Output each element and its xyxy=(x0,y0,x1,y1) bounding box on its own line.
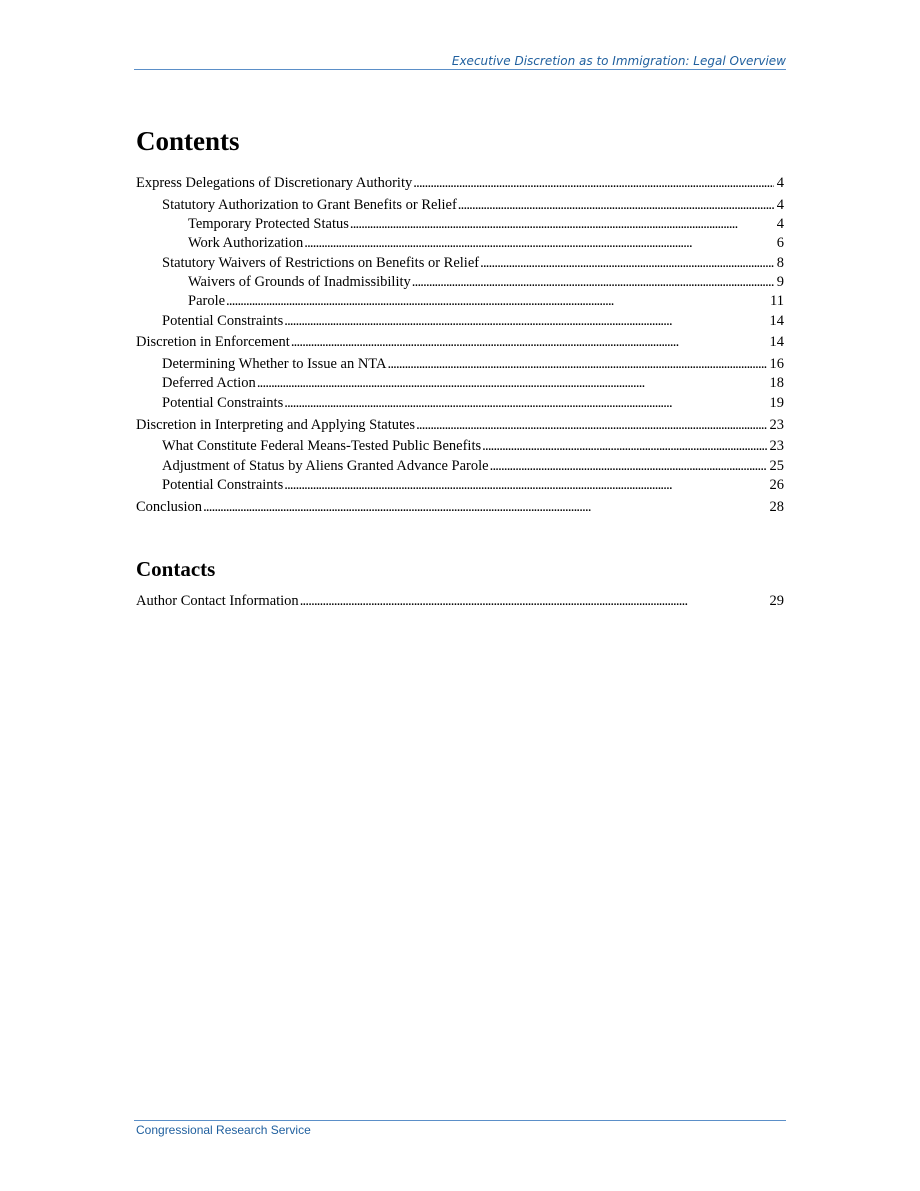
contacts-heading: Contacts xyxy=(136,557,216,581)
dot-leader xyxy=(412,273,774,292)
table-of-contents xyxy=(136,174,784,517)
toc-entry[interactable] xyxy=(136,333,784,352)
toc-entry-page: 6 xyxy=(776,235,784,252)
toc-entry-page: 23 xyxy=(769,416,784,433)
toc-entry[interactable] xyxy=(136,196,784,215)
toc-entry-page: 11 xyxy=(770,293,784,310)
toc-entry-title: Statutory Authorization to Grant Benefits or Relief xyxy=(162,196,457,213)
dot-leader xyxy=(300,592,767,611)
dot-leader xyxy=(480,254,774,273)
dot-leader xyxy=(291,333,767,352)
toc-entry-page: 14 xyxy=(769,312,784,329)
dot-leader xyxy=(203,498,766,517)
toc-entry-page: 9 xyxy=(776,273,784,290)
toc-entry-title: Discretion in Interpreting and Applying Statutes xyxy=(136,416,416,433)
running-header: Executive Discretion as to Immigration: Legal Overview xyxy=(451,54,786,68)
toc-entry-page: 23 xyxy=(769,438,784,455)
toc-entry-title: Adjustment of Status by Aliens Granted Advance Parole xyxy=(162,457,489,474)
dot-leader xyxy=(284,476,766,495)
contacts-list xyxy=(136,592,784,611)
contents-heading: Contents xyxy=(136,126,240,156)
toc-entry[interactable] xyxy=(136,174,784,193)
toc-entry-page: 26 xyxy=(769,476,784,493)
toc-entry-title: Waivers of Grounds of Inadmissibility xyxy=(188,273,411,290)
dot-leader xyxy=(490,457,767,476)
footer-publisher: Congressional Research Service xyxy=(136,1123,311,1137)
toc-entry-page: 8 xyxy=(776,254,784,271)
toc-entry-title: Parole xyxy=(188,293,226,310)
toc-entry-page: 14 xyxy=(769,334,784,351)
toc-entry-page: 25 xyxy=(769,457,784,474)
toc-entry-title: Potential Constraints xyxy=(162,394,284,411)
dot-leader xyxy=(387,355,766,374)
dot-leader xyxy=(284,312,766,331)
toc-entry[interactable] xyxy=(136,234,784,253)
toc-entry[interactable] xyxy=(136,416,784,435)
dot-leader xyxy=(350,215,774,234)
toc-entry-page: 4 xyxy=(776,216,784,233)
toc-entry-title: Author Contact Information xyxy=(136,593,299,609)
toc-entry-title: Temporary Protected Status xyxy=(188,216,349,233)
toc-entry-page: 16 xyxy=(769,356,784,373)
toc-entry-title: Potential Constraints xyxy=(162,476,284,493)
dot-leader xyxy=(413,174,774,193)
footer-rule xyxy=(134,1120,786,1121)
toc-entry-title: Discretion in Enforcement xyxy=(136,334,290,351)
toc-entry-title: Work Authorization xyxy=(188,235,304,252)
toc-entry[interactable] xyxy=(136,592,784,611)
toc-entry[interactable] xyxy=(136,254,784,273)
toc-entry-page: 4 xyxy=(776,175,784,191)
header-rule xyxy=(134,69,786,70)
toc-entry-page: 4 xyxy=(776,196,784,213)
toc-entry-title: Express Delegations of Discretionary Authority xyxy=(136,175,413,191)
dot-leader xyxy=(304,234,774,253)
toc-entry-page: 28 xyxy=(769,498,784,515)
toc-entry-title: Deferred Action xyxy=(162,375,256,392)
dot-leader xyxy=(482,437,766,456)
toc-entry[interactable] xyxy=(136,273,784,292)
toc-entry[interactable] xyxy=(136,374,784,393)
toc-entry[interactable] xyxy=(136,498,784,517)
dot-leader xyxy=(284,394,766,413)
toc-entry[interactable] xyxy=(136,355,784,374)
toc-entry-title: Statutory Waivers of Restrictions on Benefits or Relief xyxy=(162,254,480,271)
toc-entry-page: 19 xyxy=(769,394,784,411)
toc-entry[interactable] xyxy=(136,476,784,495)
dot-leader xyxy=(416,416,766,435)
toc-entry[interactable] xyxy=(136,292,784,311)
toc-entry-title: Potential Constraints xyxy=(162,312,284,329)
toc-entry[interactable] xyxy=(136,457,784,476)
toc-entry[interactable] xyxy=(136,437,784,456)
dot-leader xyxy=(458,196,774,215)
toc-entry[interactable] xyxy=(136,215,784,234)
toc-entry-title: Determining Whether to Issue an NTA xyxy=(162,356,387,373)
toc-entry[interactable] xyxy=(136,312,784,331)
toc-entry-page: 29 xyxy=(769,593,784,609)
toc-entry-title: What Constitute Federal Means-Tested Public Benefits xyxy=(162,438,482,455)
dot-leader xyxy=(257,374,767,393)
toc-entry[interactable] xyxy=(136,394,784,413)
toc-entry-page: 18 xyxy=(769,375,784,392)
toc-entry-title: Conclusion xyxy=(136,498,203,515)
dot-leader xyxy=(226,292,767,311)
